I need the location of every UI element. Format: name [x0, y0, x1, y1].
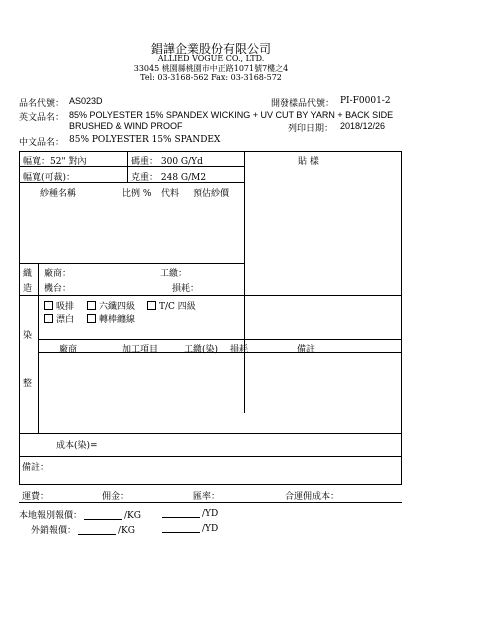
loss-label: 損耗： — [172, 284, 200, 294]
weave-side-2: 造 — [23, 284, 33, 294]
export-quote-row — [31, 523, 135, 536]
local-quote-row — [19, 508, 141, 521]
checkbox-icon[interactable] — [44, 301, 53, 310]
weave-side-1: 織 — [23, 269, 33, 279]
checkbox-icon[interactable] — [87, 314, 96, 323]
checkbox-six-fiber[interactable]: 六纖四級 — [87, 299, 135, 312]
usable-width-label: 幅寬(可裁)： — [23, 173, 76, 183]
dye-header-process: 加工項目 — [122, 345, 159, 355]
company-name-cn: 錩譁企業股份有限公司 — [150, 42, 271, 56]
export-kg-field[interactable] — [78, 525, 116, 535]
sample-label: 貼 樣 — [298, 157, 319, 167]
yarn-header-ratio: 比例 % — [122, 189, 152, 199]
en-name-line1: 85% POLYESTER 15% SPANDEX WICKING + UV CUT BY YARN + BACK SIDE — [69, 110, 394, 120]
width-label: 幅寬：52" 對內 — [23, 157, 87, 167]
dev-code-label: 開發樣品代號： — [271, 99, 335, 109]
dye-header-remark: 備註 — [297, 345, 316, 355]
print-date: 2018/12/26 — [340, 121, 386, 131]
local-yd-unit: /YD — [202, 509, 219, 519]
product-code-label: 品名代號： — [19, 99, 65, 109]
spec-table — [19, 151, 402, 485]
local-quote-label: 本地報別報價： — [19, 511, 83, 521]
exchange-label: 匯率： — [193, 492, 221, 502]
yarn-header-name: 紗種名稱 — [40, 189, 77, 199]
local-kg-unit: /KG — [124, 511, 141, 521]
cost-label: 成本(染)= — [56, 441, 98, 451]
checkbox-icon[interactable] — [44, 314, 53, 323]
total-cost-label: 合運佣成本： — [285, 492, 340, 502]
machine-label: 機台： — [44, 284, 72, 294]
dye-side-2: 整 — [23, 379, 33, 389]
local-kg-field[interactable] — [84, 510, 122, 520]
manufacturer-label: 廠商： — [44, 269, 72, 279]
checkbox-bleach[interactable]: 漂白 — [44, 312, 74, 325]
yarn-header-substitute: 代料 — [161, 189, 180, 199]
dye-header-loss: 損耗 — [230, 345, 249, 355]
checkbox-icon[interactable] — [147, 301, 156, 310]
product-code: AS023D — [69, 96, 103, 106]
gsm-label: 克重： 248 G/M2 — [131, 173, 207, 183]
company-address: 33045 桃園縣桃園市中正路1071號7樓之4 — [133, 64, 289, 73]
yarn-header-price: 預估紗價 — [193, 189, 230, 199]
shipping-label: 運費： — [22, 492, 50, 502]
export-quote-label: 外銷報價： — [31, 526, 77, 536]
print-date-label: 列印日期： — [288, 124, 334, 134]
dye-header-vendor: 廠商 — [59, 345, 78, 355]
company-phone: Tel: 03-3168-562 Fax: 03-3168-572 — [140, 73, 282, 82]
export-yd-unit: /YD — [202, 524, 219, 534]
local-yd-field[interactable] — [162, 508, 200, 518]
dye-side-1: 染 — [23, 331, 33, 341]
remark-label: 備註： — [22, 463, 50, 473]
weight-label: 碼重： 300 G/Yd — [131, 157, 203, 167]
local-yd-row — [160, 508, 218, 519]
dye-header-labor: 工繳(染) — [184, 345, 219, 355]
cn-name: 85% POLYESTER 15% SPANDEX — [69, 135, 221, 145]
export-yd-row — [160, 523, 218, 534]
en-name-label: 英文品名： — [19, 113, 65, 123]
labor-label: 工繳： — [160, 269, 188, 279]
company-name-en: ALLIED VOGUE CO., LTD. — [157, 54, 265, 63]
export-yd-field[interactable] — [162, 523, 200, 533]
checkbox-icon[interactable] — [87, 301, 96, 310]
commission-label: 佣金： — [102, 492, 130, 502]
dev-code: PI-F0001-2 — [340, 96, 391, 106]
export-kg-unit: /KG — [118, 526, 135, 536]
en-name-line2: BRUSHED & WIND PROOF — [69, 121, 183, 131]
checkbox-tc[interactable]: T/C 四級 — [147, 299, 196, 312]
checkbox-absorb[interactable]: 吸排 — [44, 299, 74, 312]
checkbox-roll[interactable]: 轉棒纏線 — [87, 312, 135, 325]
cn-name-label: 中文品名： — [19, 138, 65, 148]
